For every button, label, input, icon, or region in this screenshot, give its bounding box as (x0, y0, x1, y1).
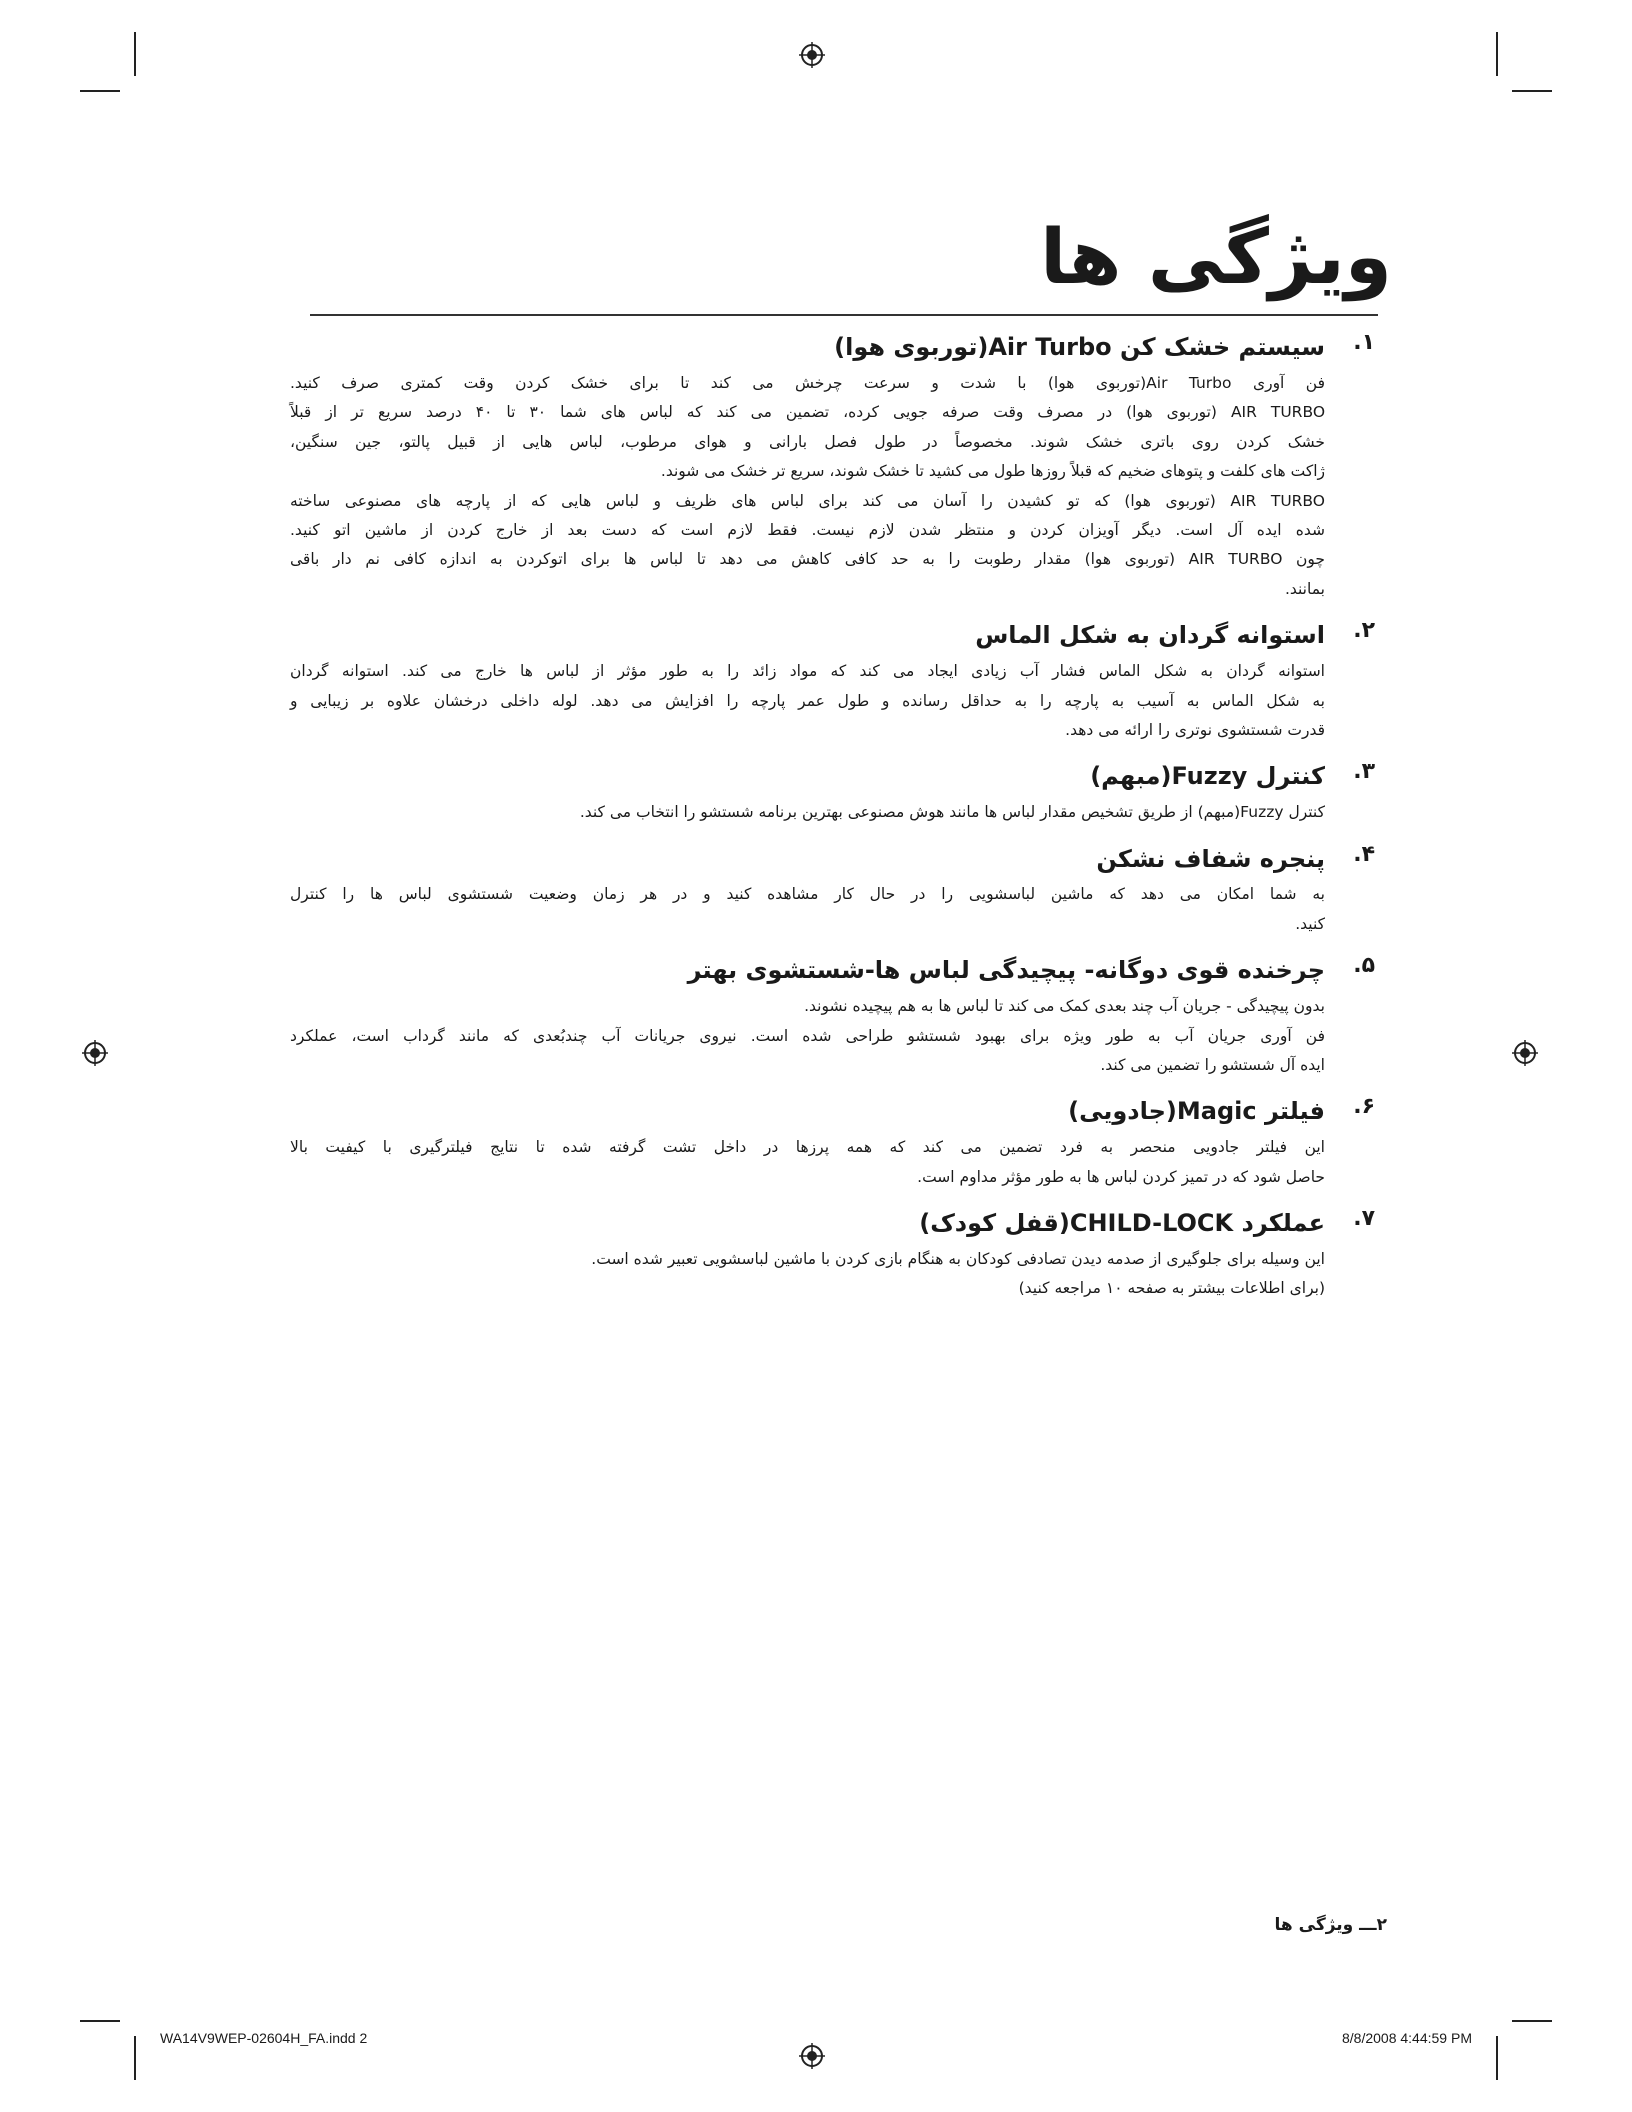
feature-section-magic-filter (290, 1094, 1375, 1192)
crop-mark (134, 32, 136, 76)
registration-mark-icon (799, 2043, 825, 2069)
body-line: ایده آل شستشو را تضمین می کند. (1100, 1055, 1325, 1074)
feature-section-diamond-drum (290, 618, 1375, 745)
body-line: خشک کردن روی باتری خشک شوند. مخصوصاً در طول فصل بارانی و هوای مرطوب، لباس هایی از قبیل پالتو، جین سنگین، (290, 432, 1325, 451)
print-slug-timestamp: 8/8/2008 4:44:59 PM (1342, 2030, 1472, 2046)
section-number: ۲. (1353, 618, 1375, 644)
section-body (290, 1245, 1325, 1304)
body-line: فن آوری جریان آب به طور ویژه برای بهبود شستشو طراحی شده است. نیروی جریانات آب چندبُعدی که مانند گرداب است، عملکرد (290, 1026, 1325, 1045)
body-line: به شما امکان می دهد که ماشین لباسشویی را در حال کار مشاهده کنید و در هر زمان وضعیت شستشوی لباس ها را کنترل (290, 885, 1325, 904)
section-number: ۳. (1353, 759, 1375, 785)
crop-mark (1512, 90, 1552, 92)
section-body (290, 880, 1325, 939)
section-number: ۶. (1353, 1094, 1375, 1120)
body-line: AIR TURBO (توربوی هوا) که تو کشیدن را آسان می کند برای لباس های ظریف و لباس هایی که از پارچه های مصنوعی ساخته (290, 491, 1325, 510)
section-heading: عملکرد CHILD-LOCK(قفل کودک) (919, 1209, 1325, 1238)
body-line: حاصل شود که در تمیز کردن لباس ها به طور مؤثر مداوم است. (917, 1167, 1325, 1186)
crop-mark (1496, 2036, 1498, 2080)
body-line: بدون پیچیدگی - جریان آب چند بعدی کمک می کند تا لباس ها به هم پیچیده نشوند. (804, 997, 1325, 1016)
feature-section-window (290, 842, 1375, 940)
section-body (290, 369, 1325, 605)
feature-list (290, 330, 1375, 1318)
body-line: شده ایده آل است. دیگر آویزان کردن و منتظر شدن لازم نیست. فقط لازم است که دست بعد از خارج کردن از ماشین اتو کنید. (290, 520, 1325, 539)
section-number: ۵. (1353, 953, 1375, 979)
feature-section-child-lock (290, 1206, 1375, 1304)
body-line: بمانند. (1284, 579, 1325, 598)
section-heading: فیلتر Magic(جادویی) (1068, 1097, 1325, 1126)
body-line: این وسیله برای جلوگیری از صدمه دیدن تصادفی کودکان به هنگام بازی کردن با ماشین لباسشویی تعبیر شده است. (591, 1249, 1325, 1268)
crop-mark (1512, 2020, 1552, 2022)
section-body (290, 657, 1325, 745)
crop-mark (1496, 32, 1498, 76)
body-line: کنید. (1295, 914, 1325, 933)
section-heading: کنترل Fuzzy(مبهم) (1090, 762, 1325, 791)
body-line: به شکل الماس به آسیب به پارچه را به حداقل رسانده و طول عمر پارچه را افزایش می دهد. لوله داخلی درخشان علاوه بر زیبایی و (290, 691, 1325, 710)
body-line: فن آوری Air Turbo(توربوی هوا) با شدت و سرعت چرخش می کند تا برای خشک کردن وقت کمتری صرف کنید. (290, 373, 1325, 392)
body-line: (برای اطلاعات بیشتر به صفحه ۱۰ مراجعه کنید) (1018, 1279, 1325, 1298)
section-body (290, 798, 1325, 827)
feature-section-air-turbo (290, 330, 1375, 604)
crop-mark (134, 2036, 136, 2080)
section-number: ۴. (1353, 841, 1375, 867)
section-body (290, 1133, 1325, 1192)
title-divider (310, 314, 1378, 316)
feature-section-fuzzy-control (290, 759, 1375, 827)
section-number: ۷. (1353, 1206, 1375, 1232)
body-line: چون AIR TURBO (توربوی هوا) مقدار رطوبت را به حد کافی کاهش می دهد تا لباس ها برای اتوکردن به اندازه کافی نم دار باقی (290, 550, 1325, 569)
crop-mark (80, 90, 120, 92)
body-line: این فیلتر جادویی منحصر به فرد تضمین می کند که همه پرزها در داخل تشت گرفته شده تا نتایج فیلترگیری با کیفیت بالا (290, 1138, 1325, 1157)
body-line: ژاکت های کلفت و پتوهای ضخیم که قبلاً روزها طول می کشید تا خشک شوند، سریع تر خشک می شوند. (660, 462, 1325, 481)
page-footer-label: ۲ـــ ویژگی ها (1274, 1915, 1387, 1935)
feature-section-pulsator (290, 953, 1375, 1080)
crop-mark (80, 2020, 120, 2022)
section-number: ۱. (1353, 330, 1375, 355)
print-slug-filename: WA14V9WEP-02604H_FA.indd 2 (160, 2030, 368, 2046)
body-line: استوانه گردان به شکل الماس فشار آب زیادی ایجاد می کند که مواد زائد را به طور مؤثر از لباس ها خارج می کند. استوانه گردان (290, 662, 1325, 681)
body-line: قدرت شستشوی نوتری را ارائه می دهد. (1065, 720, 1325, 739)
body-line: کنترل Fuzzy(مبهم) از طریق تشخیص مقدار لباس ها مانند هوش مصنوعی بهترین برنامه شستشو را انتخاب می کند. (579, 803, 1325, 822)
section-heading: استوانه گردان به شکل الماس (975, 621, 1325, 650)
section-heading: چرخنده قوی دوگانه- پیچیدگی لباس ها-شستشوی بهتر (687, 956, 1325, 985)
registration-mark-icon (82, 1040, 108, 1066)
section-body (290, 992, 1325, 1080)
body-line: AIR TURBO (توربوی هوا) در مصرف وقت صرفه جویی کرده، تضمین می کند که لباس های شما ۳۰ تا ۴۰ درصد سریع تر از قبلاً (290, 403, 1326, 422)
page-title: ویژگی ها (1040, 212, 1392, 301)
registration-mark-icon (799, 42, 825, 68)
section-heading: سیستم خشک کن Air Turbo(توربوی هوا) (834, 333, 1325, 361)
registration-mark-icon (1512, 1040, 1538, 1066)
section-heading: پنجره شفاف نشکن (1096, 844, 1325, 873)
